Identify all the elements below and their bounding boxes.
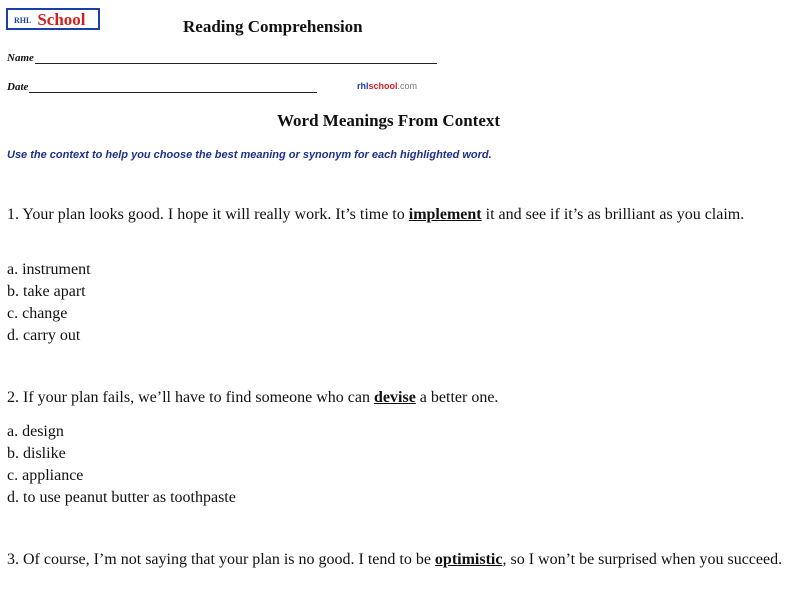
option-1c: c. change bbox=[7, 305, 68, 322]
option-2d: d. to use peanut butter as toothpaste bbox=[7, 489, 236, 506]
name-label: Name bbox=[7, 52, 34, 64]
name-field bbox=[7, 52, 437, 64]
site-part-rhl: rhl bbox=[357, 81, 369, 91]
question-2-after: a better one. bbox=[415, 389, 499, 406]
name-line bbox=[35, 53, 437, 64]
option-1b: b. take apart bbox=[7, 283, 86, 300]
rhl-school-logo bbox=[6, 8, 100, 30]
option-2c: c. appliance bbox=[7, 467, 84, 484]
question-2 bbox=[7, 387, 792, 409]
page-title: Reading Comprehension bbox=[183, 17, 363, 36]
worksheet-subtitle: Word Meanings From Context bbox=[277, 111, 501, 130]
question-2-options bbox=[7, 421, 236, 509]
site-part-school: school bbox=[368, 81, 398, 91]
question-3 bbox=[7, 549, 792, 571]
question-1-after: it and see if it’s as brilliant as you claim. bbox=[481, 206, 745, 223]
question-1 bbox=[7, 204, 792, 226]
option-2a: a. design bbox=[7, 423, 64, 440]
question-2-highlighted-word: devise bbox=[374, 389, 416, 406]
question-3-before: 3. Of course, I’m not saying that your plan is no good. I tend to be bbox=[7, 551, 435, 568]
date-label: Date bbox=[7, 81, 29, 93]
question-2-before: 2. If your plan fails, we’ll have to find someone who can bbox=[7, 389, 375, 406]
instructions: Use the context to help you choose the best meaning or synonym for each highlighted word. bbox=[7, 149, 492, 161]
site-part-com: .com bbox=[397, 81, 418, 91]
question-1-highlighted-word: implement bbox=[408, 206, 482, 223]
question-3-after: , so I won’t be surprised when you succeed. bbox=[502, 551, 783, 568]
question-3-highlighted-word: optimistic bbox=[434, 551, 503, 568]
option-2b: b. dislike bbox=[7, 445, 66, 462]
date-line bbox=[29, 82, 317, 93]
option-1a: a. instrument bbox=[7, 261, 91, 278]
question-1-options bbox=[7, 259, 91, 347]
date-field bbox=[7, 81, 317, 93]
logo-school-text: School bbox=[37, 9, 86, 29]
site-link[interactable] bbox=[357, 81, 417, 91]
option-1d: d. carry out bbox=[7, 327, 81, 344]
logo-rhl-text: RHL bbox=[14, 15, 32, 25]
question-1-before: 1. Your plan looks good. I hope it will really work. It’s time to bbox=[7, 206, 409, 223]
